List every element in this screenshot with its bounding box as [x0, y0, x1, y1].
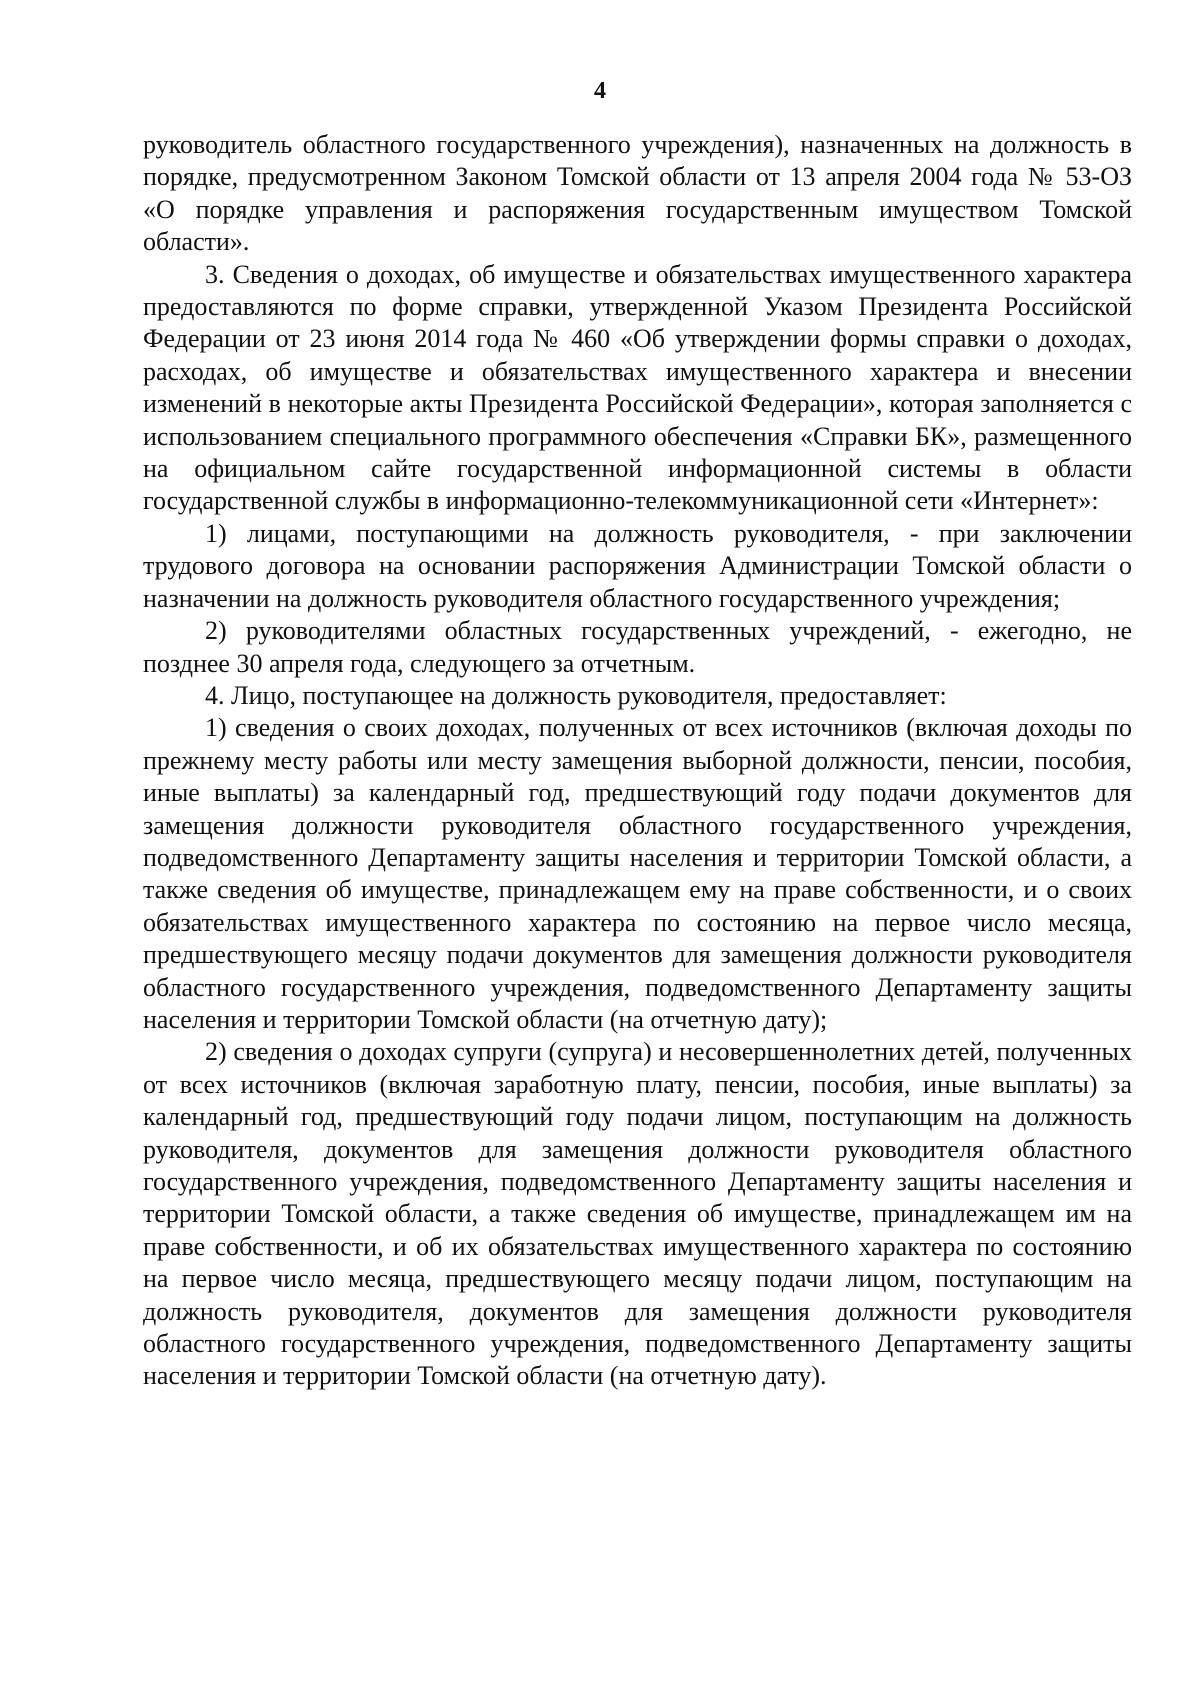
- paragraph-item-4: 4. Лицо, поступающее на должность руководителя, предоставляет:: [205, 680, 947, 710]
- paragraph-subitem-3-2: 2) руководителями областных государственных учреждений, - ежегодно, не позднее 30 апреля года, следующего за отчетным.: [143, 616, 1132, 678]
- paragraph-subitem-4-1: 1) сведения о своих доходах, полученных от всех источников (включая доходы по прежнему месту работы или месту замещения выборной должности, пенсии, пособия, иные выплаты) за календарный год, предшествующий году подачи документов для замещения должности руководителя областного государственного учреждения, подведомственного Департаменту защиты населения и территории Томской области, а также сведения об имуществе, принадлежащем ему на праве собственности, и о своих обязательствах имущественного характера по состоянию на первое число месяца, предшествующего месяцу подачи документов для замещения должности руководителя областного государственного учреждения, подведомственного Департаменту защиты населения и территории Томской области (на отчетную дату);: [143, 713, 1132, 1034]
- document-body: [143, 129, 1132, 1393]
- paragraph-subitem-3-1: 1) лицами, поступающими на должность руководителя, - при заключении трудового договора на основании распоряжения Администрации Томской области о назначении на должность руководителя областного государственного учреждения;: [143, 518, 1132, 613]
- paragraph-subitem-4-2: 2) сведения о доходах супруги (супруга) и несовершеннолетних детей, полученных от всех источников (включая заработную плату, пенсии, пособия, иные выплаты) за календарный год, предшествующий году подачи лицом, поступающим на должность руководителя, документов для замещения должности руководителя областного государственного учреждения, подведомственного Департаменту защиты населения и территории Томской области, а также сведения об имуществе, принадлежащем им на праве собственности, и об их обязательствах имущественного характера по состоянию на первое число месяца, предшествующего месяцу подачи лицом, поступающим на должность руководителя, документов для замещения должности руководителя областного государственного учреждения, подведомственного Департаменту защиты населения и территории Томской области (на отчетную дату).: [143, 1037, 1132, 1391]
- paragraph-continuation: руководитель областного государственного учреждения), назначенных на должность в порядке, предусмотренном Законом Томской области от 13 апреля 2004 года № 53-ОЗ «О порядке управления и распоряжения государственным имуществом Томской области».: [143, 130, 1132, 257]
- page-number: 4: [594, 78, 606, 104]
- paragraph-item-3: 3. Сведения о доходах, об имуществе и обязательствах имущественного характера предоставляются по форме справки, утвержденной Указом Президента Российской Федерации от 23 июня 2014 года № 460 «Об утверждении формы справки о доходах, расходах, об имуществе и обязательствах имущественного характера и внесении изменений в некоторые акты Президента Российской Федерации», которая заполняется с использованием специального программного обеспечения «Справки БК», размещенного на официальном сайте государственной информационной системы в области государственной службы в информационно-телекоммуникационной сети «Интернет»:: [143, 259, 1132, 516]
